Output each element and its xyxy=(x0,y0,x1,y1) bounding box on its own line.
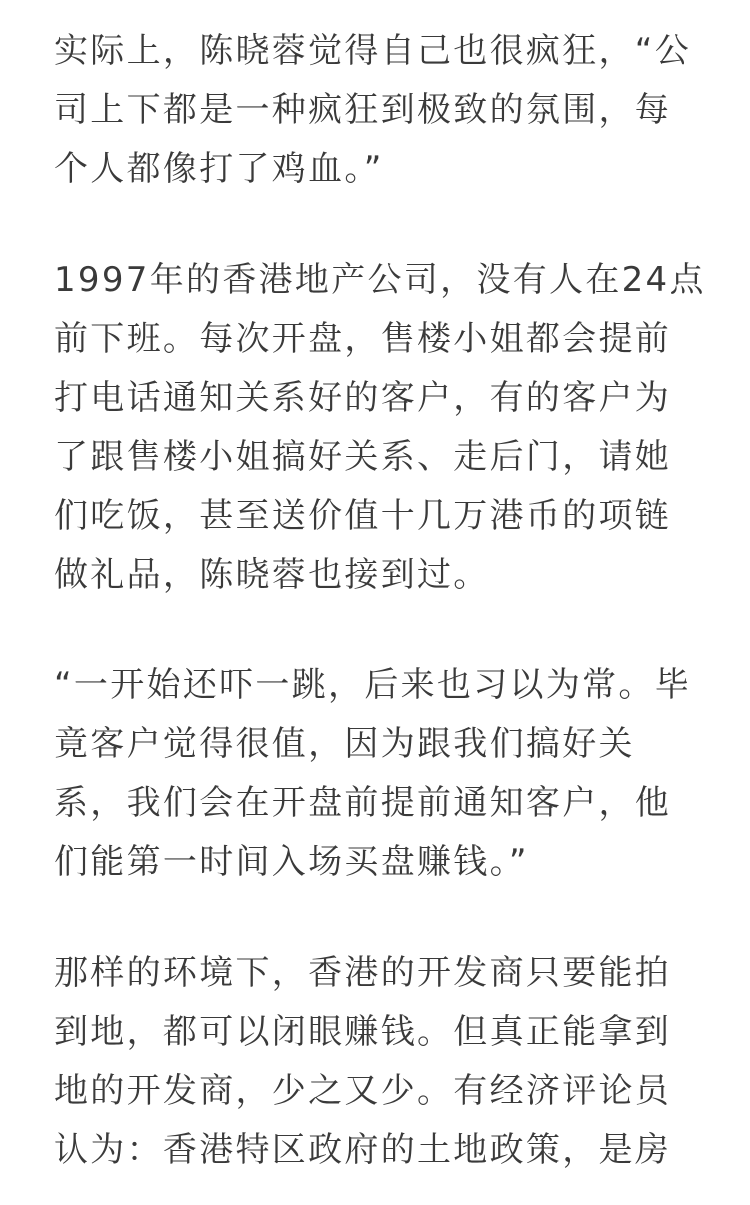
text-line: 做礼品，陈晓蓉也接到过。 xyxy=(54,555,490,595)
text-line: 系，我们会在开盘前提前通知客户，他 xyxy=(54,783,672,823)
text-line: 个人都像打了鸡血。” xyxy=(54,149,384,189)
text-line: 前下班。每次开盘，售楼小姐都会提前 xyxy=(54,319,672,359)
text-line: 了跟售楼小姐搞好关系、走后门，请她 xyxy=(54,437,672,477)
text-line: “一开始还吓一跳，后来也习以为常。毕 xyxy=(54,665,692,705)
text-line: 司上下都是一种疯狂到极致的氛围，每 xyxy=(54,90,672,130)
text-line: 竟客户觉得很值，因为跟我们搞好关 xyxy=(54,724,635,764)
paragraph-2 xyxy=(54,251,706,605)
text-line: 到地，都可以闭眼赚钱。但真正能拿到 xyxy=(54,1012,672,1052)
text-line: 打电话通知关系好的客户，有的客户为 xyxy=(54,378,672,418)
text-line: 地的开发商，少之又少。有经济评论员 xyxy=(54,1071,672,1111)
paragraph-3 xyxy=(54,656,691,892)
text-line: 实际上，陈晓蓉觉得自己也很疯狂，“公 xyxy=(54,31,692,71)
text-line: 那样的环境下，香港的开发商只要能拍 xyxy=(54,953,672,993)
text-line: 们吃饭，甚至送价值十几万港币的项链 xyxy=(54,496,672,536)
text-line: 们能第一时间入场买盘赚钱。” xyxy=(54,842,529,882)
text-line: 认为：香港特区政府的土地政策，是房 xyxy=(54,1130,672,1170)
paragraph-1 xyxy=(54,22,691,199)
text-line: 1997年的香港地产公司，没有人在24点 xyxy=(54,260,706,300)
paragraph-4 xyxy=(54,944,671,1180)
